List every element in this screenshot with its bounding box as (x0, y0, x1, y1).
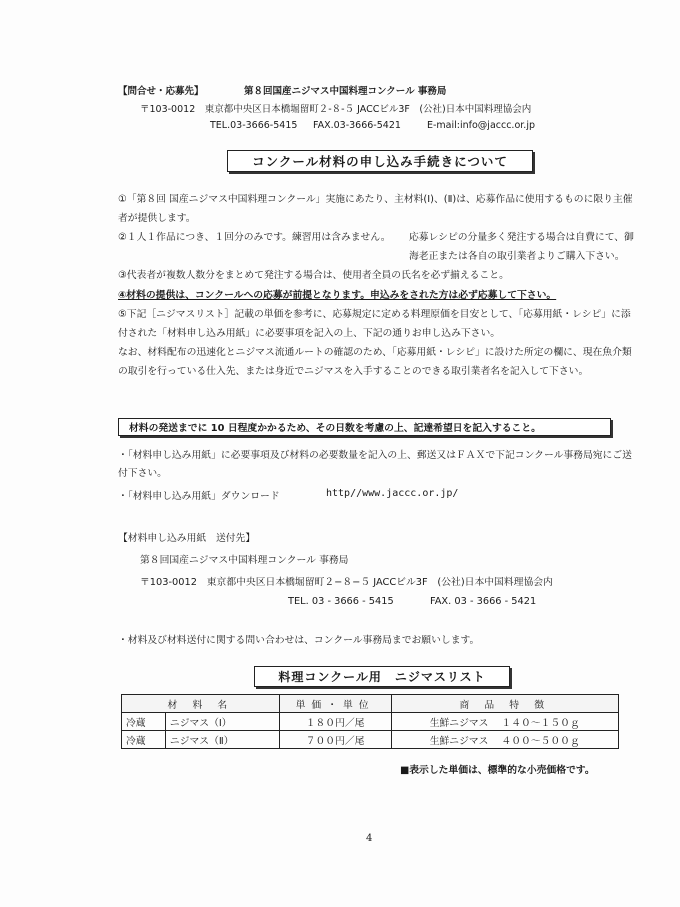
contact-fax: FAX.03-3666-5421 (313, 120, 401, 131)
download-link[interactable]: http//www.jaccc.or.jp/ (326, 488, 459, 499)
item-1: ①「第８回 国産ニジマス中国料理コンクール」実施にあたり、主材料(Ⅰ)、(Ⅱ)は、応募作品に使用するものに限り主催者が提供します。 (118, 194, 633, 224)
item-2-note-text: 応募レシピの分量多く発注する場合は自費にて、御海老正または各自の取引業者よりご購入下さい。 (409, 232, 634, 262)
contact-label: 【問合せ・応募先】 (118, 86, 204, 97)
item-4: ④材料の提供は、コンクールへの応募が前提となります。申込みをされた方は必ず応募して下さい。 (118, 290, 557, 301)
inquiry-note: ・材料及び材料送付に関する問い合わせは、コンクール事務局までお願いします。 (118, 635, 480, 646)
price-footnote: ■表示した単価は、標準的な小売価格です。 (400, 765, 595, 776)
send-to-tel: TEL. 03 - 3666 - 5415 (288, 596, 394, 607)
contact-email: E-mail:info@jaccc.or.jp (427, 120, 535, 131)
send-to-fax: FAX. 03 - 3666 - 5421 (430, 596, 537, 607)
send-instructions: ・「材料申し込み用紙」に必要事項及び材料の必要数量を記入の上、郵送又はＦＡＸで下記コンクール事務局宛にご送付下さい。 (118, 450, 632, 479)
header-material: 材 料 名 (122, 695, 280, 713)
contact-address: 〒103-0012 東京都中央区日本橋堀留町２-８-５ JACCビル3F (公社)日本中国料理協会内 (140, 104, 532, 115)
send-to-address: 〒103-0012 東京都中央区日本橋堀留町２−８−５ JACCビル3F (公社)日本中国料理協会内 (140, 577, 553, 588)
row-price: １８０円／尾 (279, 713, 391, 731)
table-header-row (122, 695, 619, 713)
row-price: ７００円／尾 (279, 731, 391, 749)
table-row (122, 713, 619, 731)
shipping-note-text: 材料の発送までに 10 日程度かかるため、その日数を考慮の上、記達希望日を記入すること。 (129, 423, 541, 434)
item-3: ③代表者が複数人数分をまとめて発注する場合は、使用者全員の氏名を必ず揃えること。 (118, 270, 509, 281)
send-to-org: 第８回国産ニジマス中国料理コンクール 事務局 (140, 555, 349, 566)
header-price: 単価・単位 (279, 695, 391, 713)
header-feature: 商 品 特 徴 (391, 695, 619, 713)
contact-org: 第８回国産ニジマス中国料理コンクール 事務局 (244, 86, 447, 97)
row-name: ニジマス（Ⅱ） (165, 731, 279, 749)
item-5-note: なお、材料配布の迅速化とニジマス流通ルートの確認のため、「応募用紙・レシピ」に設けた所定の欄に、現在魚介類の取引を行っている仕入先、または身近でニジマスを入手することのできる取引業者名を記入して下さい。 (118, 347, 632, 377)
send-to-label: 【材料申し込み用紙 送付先】 (118, 533, 256, 544)
row-type: 冷蔵 (122, 731, 166, 749)
shipping-note-box (118, 418, 611, 436)
nijimasu-table (121, 694, 619, 749)
list-title: 料理コンクール用 ニジマスリスト (254, 666, 510, 687)
item-2: ②１人１作品につき、１回分のみです。練習用は含みません。 (118, 232, 391, 243)
row-feature: 生鮮ニジマス ４００〜５００ｇ (391, 731, 619, 749)
row-feature: 生鮮ニジマス １４０〜１５０ｇ (391, 713, 619, 731)
row-type: 冷蔵 (122, 713, 166, 731)
table-row (122, 731, 619, 749)
row-name: ニジマス（Ⅰ） (165, 713, 279, 731)
download-label: ・「材料申し込み用紙」ダウンロード (118, 491, 280, 502)
page-number: 4 (366, 833, 373, 844)
contact-tel: TEL.03-3666-5415 (210, 120, 298, 131)
section-title: コンクール材料の申し込み手続きについて (227, 150, 533, 172)
item-5: ⑤下記［ニジマスリスト］記載の単価を参考に、応募規定に定める料理原価を目安として、「応募用紙・レシピ」に添付された「材料申し込み用紙」に必要事項を記入の上、下記の通りお申し込み下さい。 (118, 309, 631, 339)
item-2-note (409, 228, 635, 266)
